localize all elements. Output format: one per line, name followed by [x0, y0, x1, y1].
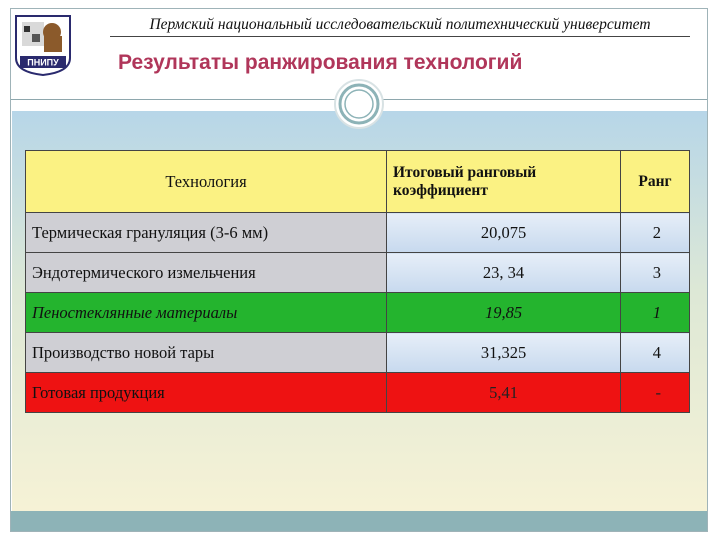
- logo-label: ПНИПУ: [27, 57, 59, 68]
- technology-cell: Термическая грануляция (3-6 мм): [26, 213, 387, 253]
- coefficient-cell: 23, 34: [387, 253, 621, 293]
- rank-cell: 1: [621, 293, 690, 333]
- technology-cell: Пеностеклянные материалы: [26, 293, 387, 333]
- coefficient-cell: 19,85: [387, 293, 621, 333]
- table-row-best: [26, 293, 690, 333]
- coefficient-cell: 31,325: [387, 333, 621, 373]
- rank-cell: 2: [621, 213, 690, 253]
- table-row: [26, 253, 690, 293]
- technology-cell: Эндотермического измельчения: [26, 253, 387, 293]
- ranking-table: [25, 150, 690, 413]
- column-header-technology: Технология: [26, 151, 387, 213]
- university-name: Пермский национальный исследовательский политехнический университет: [110, 16, 690, 37]
- column-header-coefficient: Итоговый ранговый коэффициент: [387, 151, 621, 213]
- technology-cell: Производство новой тары: [26, 333, 387, 373]
- column-header-rank: Ранг: [621, 151, 690, 213]
- decorative-ring-icon: [333, 78, 385, 130]
- page-title: Результаты ранжирования технологий: [118, 51, 523, 74]
- table-header-row: [26, 151, 690, 213]
- rank-cell: 3: [621, 253, 690, 293]
- rank-cell: 4: [621, 333, 690, 373]
- university-logo: [14, 14, 72, 76]
- coefficient-cell: 5,41: [387, 373, 621, 413]
- footer-bar: [11, 511, 707, 531]
- table-row: [26, 213, 690, 253]
- technology-cell: Готовая продукция: [26, 373, 387, 413]
- table-row-excluded: [26, 373, 690, 413]
- table-row: [26, 333, 690, 373]
- rank-cell: -: [621, 373, 690, 413]
- coefficient-cell: 20,075: [387, 213, 621, 253]
